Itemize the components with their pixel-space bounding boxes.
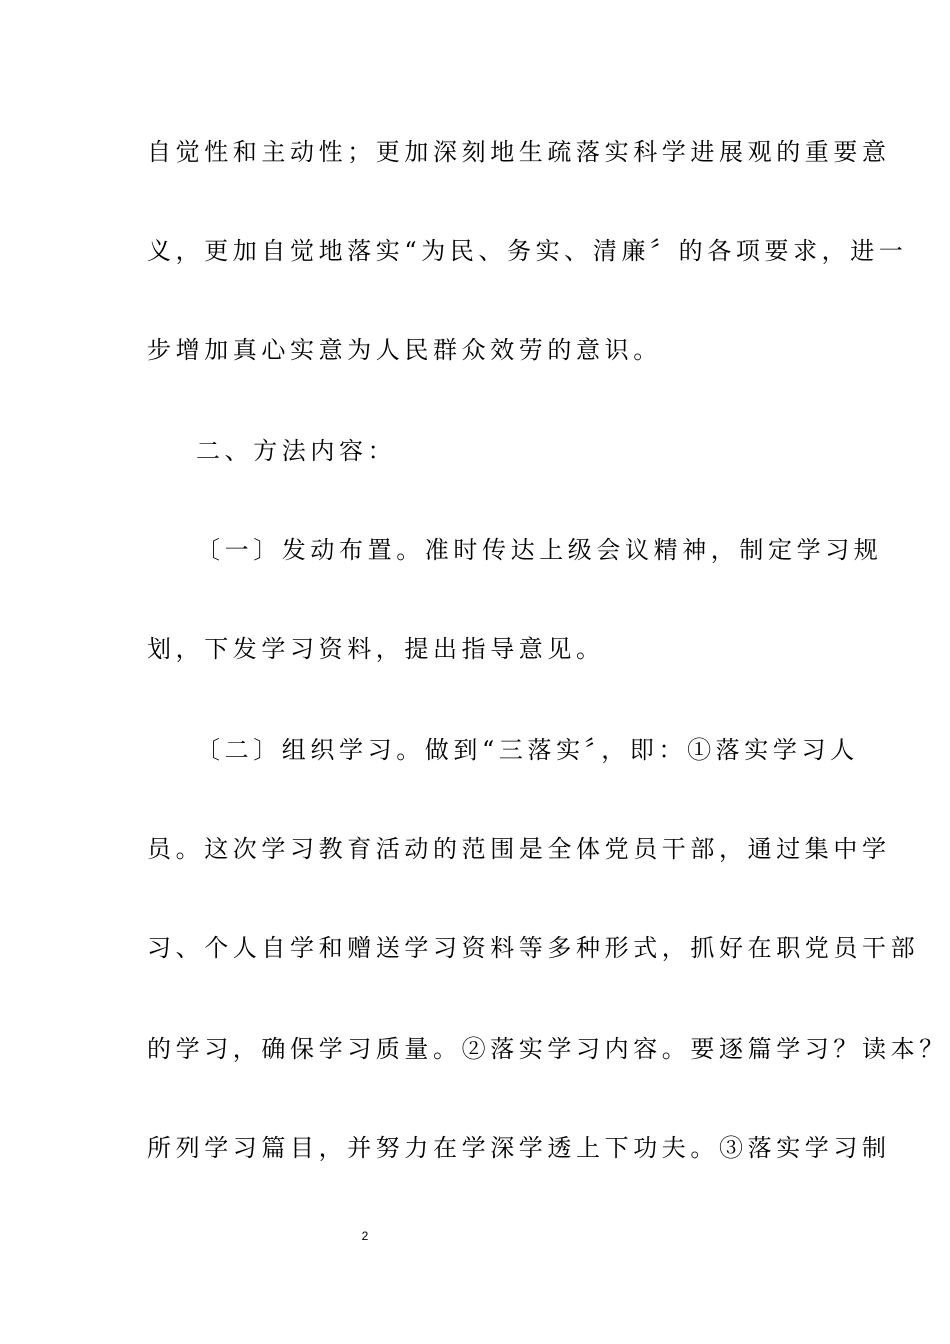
text-line: 划，下发学习资料，提出指导意见。 [147, 635, 605, 663]
text-line: 习、个人自学和赠送学习资料等多种形式，抓好在职党员干部 [147, 934, 920, 962]
text-line: 员。这次学习教育活动的范围是全体党员干部，通过集中学 [147, 835, 891, 863]
page-number: 2 [361, 1229, 369, 1243]
section-heading: 二、方法内容： [196, 437, 397, 465]
text-line: 步增加真心实意为人民群众效劳的意识。 [147, 336, 662, 364]
paragraph-first-line: 〔一〕发动布置。准时传达上级会议精神，制定学习规 [196, 536, 883, 564]
text-line: 所列学习篇目，并努力在学深学透上下功夫。③落实学习制 [147, 1134, 891, 1162]
text-line: 的学习，确保学习质量。②落实学习内容。要逐篇学习？读本？ [147, 1035, 948, 1063]
text-line: 义，更加自觉地落实“为民、务实、清廉〞的各项要求，进一 [147, 237, 908, 265]
text-line: 自觉性和主动性；更加深刻地生疏落实科学进展观的重要意 [147, 138, 891, 166]
paragraph-first-line: 〔二〕组织学习。做到“三落实〞，即：①落实学习人 [196, 736, 859, 764]
